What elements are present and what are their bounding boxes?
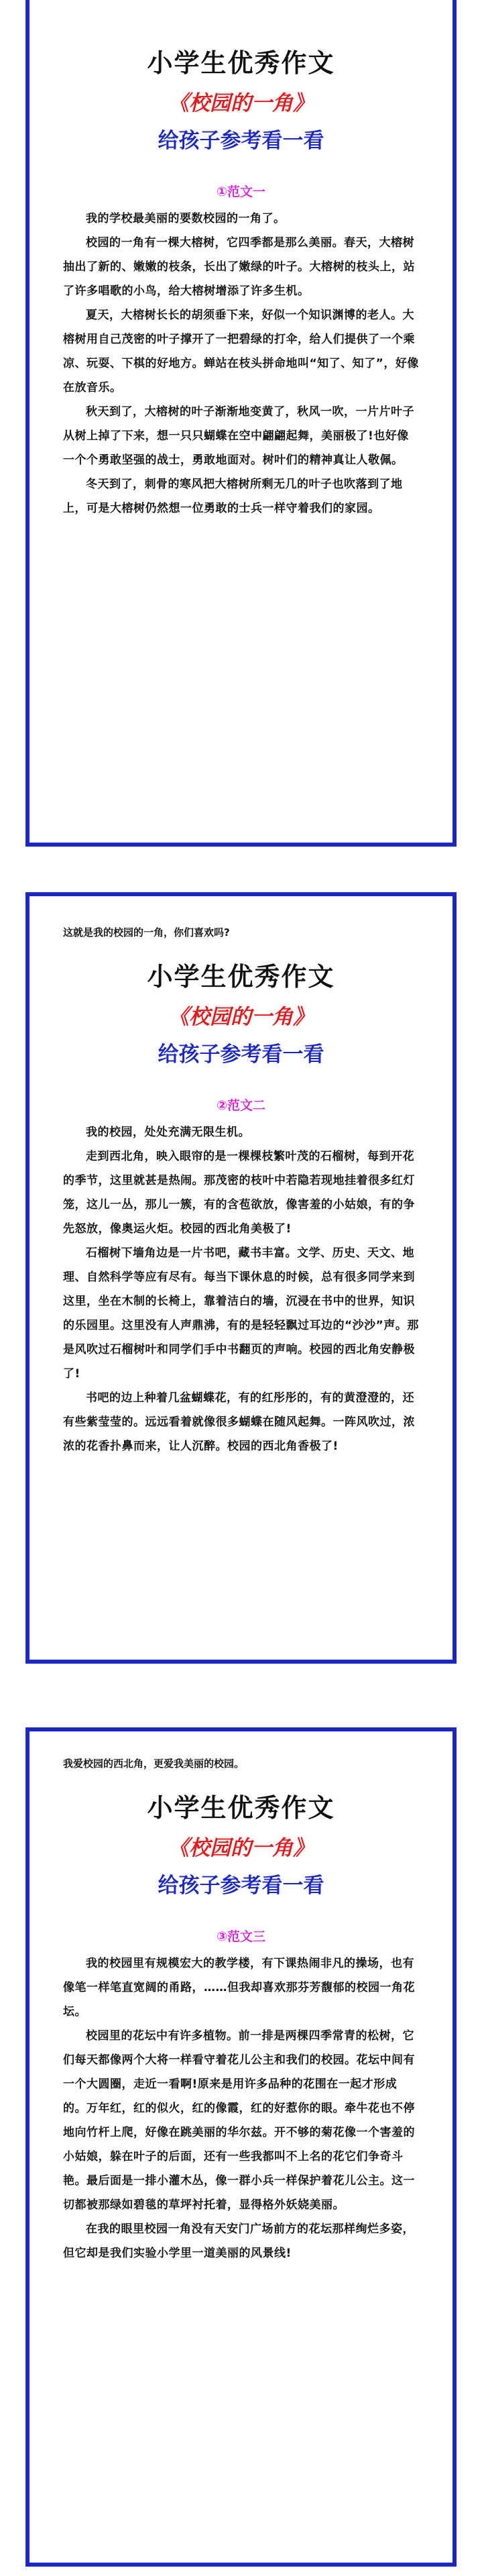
essay-title: 《校园的一角》: [168, 1005, 314, 1029]
doc-title: 小学生优秀作文: [147, 1793, 335, 1823]
tagline: 给孩子参考看一看: [158, 1874, 324, 1898]
essay-card-2: [25, 892, 457, 1664]
essay-card-1: [25, 0, 457, 847]
essay-card-3: [25, 1727, 457, 2567]
paragraph: 在我的眼里校园一角没有天安门广场前方的花坛那样绚烂多姿，但它却是我们实验小学里一道美丽的风景线!: [63, 2222, 414, 2260]
paragraph: 我的校园，处处充满无限生机。: [86, 1126, 250, 1139]
paragraph: 我的学校最美丽的要数校园的一角了。: [86, 212, 286, 225]
essay-title: 《校园的一角》: [168, 1836, 314, 1860]
paragraph: 冬天到了，刺骨的寒风把大榕树所剩无几的叶子也吹落到了地上，可是大榕树仍然想一位勇敢的士兵一样守着我们的家园。: [63, 478, 403, 515]
paragraph: 夏天，大榕树长长的胡须垂下来，好似一个知识渊博的老人。大榕树用自己茂密的叶子撑开了一把碧绿的打伞，给人们提供了一个乘凉、玩耍、下棋的好地方。蝉站在枝头拼命地叫“知了、知了”，好像在放音乐。: [63, 309, 419, 394]
doc-title: 小学生优秀作文: [147, 48, 335, 78]
intro-line: 这就是我的校园的一角，你们喜欢吗?: [63, 926, 230, 938]
section-label: ②范文二: [216, 1098, 266, 1113]
tagline: 给孩子参考看一看: [158, 129, 324, 153]
paragraph: 书吧的边上种着几盆蝴蝶花，有的红彤彤的，有的黄澄澄的，还有些紫莹莹的。远远看着就像很多蝴蝶在随风起舞。一阵风吹过，浓浓的花香扑鼻而来，让人沉醉。校园的西北角香极了!: [63, 1391, 415, 1453]
paragraph: 走到西北角，映入眼帘的是一棵棵枝繁叶茂的石榴树，每到开花的季节，这里就甚是热闹。那茂密的枝叶中若隐若现地挂着很多红灯笼，这儿一丛，那儿一簇，有的含苞欲放，像害羞的小姑娘，有的争先怒放，像奥运火炬。校园的西北角美极了!: [63, 1150, 415, 1236]
paragraph: 秋天到了，大榕树的叶子渐渐地变黄了，秋风一吹，一片片叶子从树上掉了下来，想一只只蝴蝶在空中翩翩起舞，美丽极了!也好像一个个勇敢坚强的战士，勇敢地面对。树叶们的精神真让人敬佩。: [63, 405, 414, 467]
doc-title: 小学生优秀作文: [147, 962, 335, 991]
tagline: 给孩子参考看一看: [158, 1042, 324, 1067]
paragraph: 石榴树下墙角边是一片书吧，藏书丰富。文学、历史、天文、地理、自然科学等应有尽有。每当下课休息的时候，总有很多同学来到这里，坐在木制的长椅上，靠着洁白的墙，沉浸在书中的世界，知识的乐园里。这里没有人声鼎沸，有的是轻轻飘过耳边的“沙沙”声。那是风吹过石榴树叶和同学们手中书翻页的声响。校园的西北角安静极了!: [63, 1246, 419, 1381]
paragraph: 校园的一角有一棵大榕树，它四季都是那么美丽。春天，大榕树抽出了新的、嫩嫩的枝条，长出了嫩绿的叶子。大榕树的枝头上，站了许多唱歌的小鸟，给大榕树增添了许多生机。: [63, 236, 415, 298]
intro-line: 我爱校园的西北角，更爱我美丽的校园。: [63, 1758, 245, 1770]
section-label: ③范文三: [216, 1929, 266, 1944]
paragraph: 我的校园里有规模宏大的教学楼，有下课热闹非凡的操场，也有像笔一样笔直宽阔的甬路，……但我却喜欢那芬芳馥郁的校园一角花坛。: [63, 1957, 415, 2019]
paragraph: 校园里的花坛中有许多植物。前一排是两棵四季常青的松树，它们每天都像两个大将一样看守着花儿公主和我们的校园。花坛中间有一个大圆圈，走近一看啊!原来是用许多品种的花围在一起才形成的。万年红，红的似火，红的像霞，红的好惹你的眼。牵牛花也不停地向竹杆上爬，好像在跳美丽的华尔兹。开不够的菊花像一个害羞的小姑娘，躲在叶子的后面，还有一些我都叫不上名的花它们争奇斗艳。最后面是一排小灌木丛，像一群小兵一样保护着花儿公主。这一切都被那绿如碧毯的草坪衬托着，显得格外妖娆美丽。: [63, 2029, 415, 2212]
section-label: ①范文一: [216, 184, 266, 199]
essay-title: 《校园的一角》: [168, 91, 314, 115]
